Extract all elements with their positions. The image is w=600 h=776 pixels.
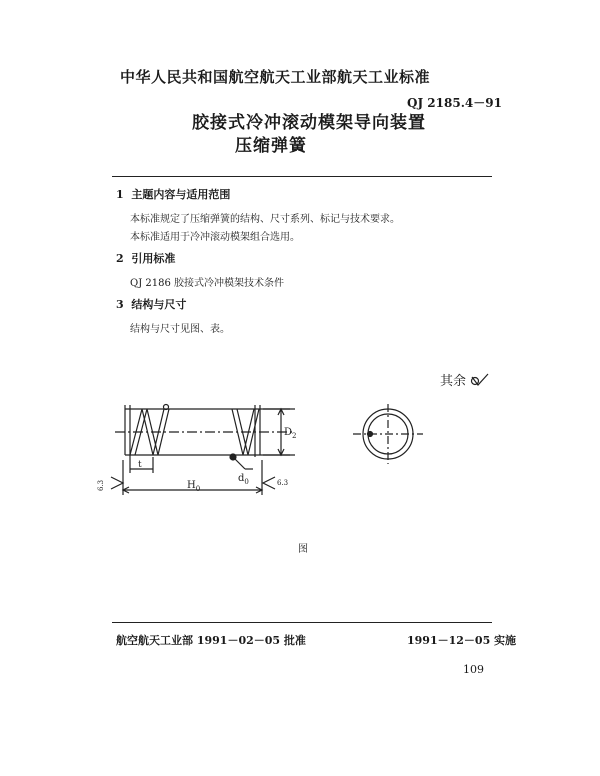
issuing-organization: 中华人民共和国航空航天工业部航天工业标准 bbox=[120, 68, 431, 86]
figure-caption: 图 bbox=[298, 544, 308, 555]
section-number: 3 bbox=[116, 298, 124, 311]
section-title: 引用标准 bbox=[131, 252, 176, 265]
footer-divider bbox=[112, 622, 492, 623]
document-subtitle: 压缩弹簧 bbox=[235, 136, 307, 156]
section-number: 2 bbox=[116, 252, 124, 265]
section-2-paragraph: QJ 2186 胶接式冷冲模架技术条件 bbox=[130, 278, 285, 289]
spring-side-view-drawing bbox=[95, 395, 310, 505]
implementation-date: 1991－12－05 实施 bbox=[407, 634, 517, 647]
section-1-paragraph: 本标准规定了压缩弹簧的结构、尺寸系列、标记与技术要求。 bbox=[130, 214, 400, 225]
header-divider bbox=[112, 176, 492, 177]
dimension-label-d2: $D_2$ bbox=[284, 427, 297, 440]
roughness-note-text: 其余 bbox=[440, 374, 467, 389]
section-2-heading bbox=[116, 250, 175, 266]
roughness-value-right: 6.3 bbox=[277, 479, 289, 487]
section-3-paragraph: 结构与尺寸见图、表。 bbox=[130, 324, 230, 335]
roughness-check-icon bbox=[470, 373, 492, 387]
section-1-heading bbox=[116, 186, 230, 202]
approval-line: 航空航天工业部 1991－02－05 批准 bbox=[116, 634, 306, 647]
document-title: 胶接式冷冲滚动模架导向装置 bbox=[192, 113, 426, 133]
surface-roughness-note bbox=[440, 370, 492, 389]
roughness-value-left: 6.3 bbox=[97, 479, 105, 491]
section-number: 1 bbox=[116, 188, 124, 201]
section-1-paragraph: 本标准适用于冷冲滚动模架组合选用。 bbox=[130, 232, 300, 243]
section-3-heading bbox=[116, 296, 186, 312]
section-title: 主题内容与适用范围 bbox=[131, 188, 231, 201]
section-title: 结构与尺寸 bbox=[131, 298, 187, 311]
dimension-label-t: t bbox=[138, 460, 142, 470]
dimension-label-d0: $d_0$ bbox=[238, 473, 249, 486]
standard-code: QJ 2185.4－91 bbox=[407, 96, 502, 110]
dimension-label-h0: $H_0$ bbox=[187, 480, 201, 493]
spring-end-view-drawing bbox=[348, 402, 428, 472]
page-number: 109 bbox=[463, 663, 484, 676]
